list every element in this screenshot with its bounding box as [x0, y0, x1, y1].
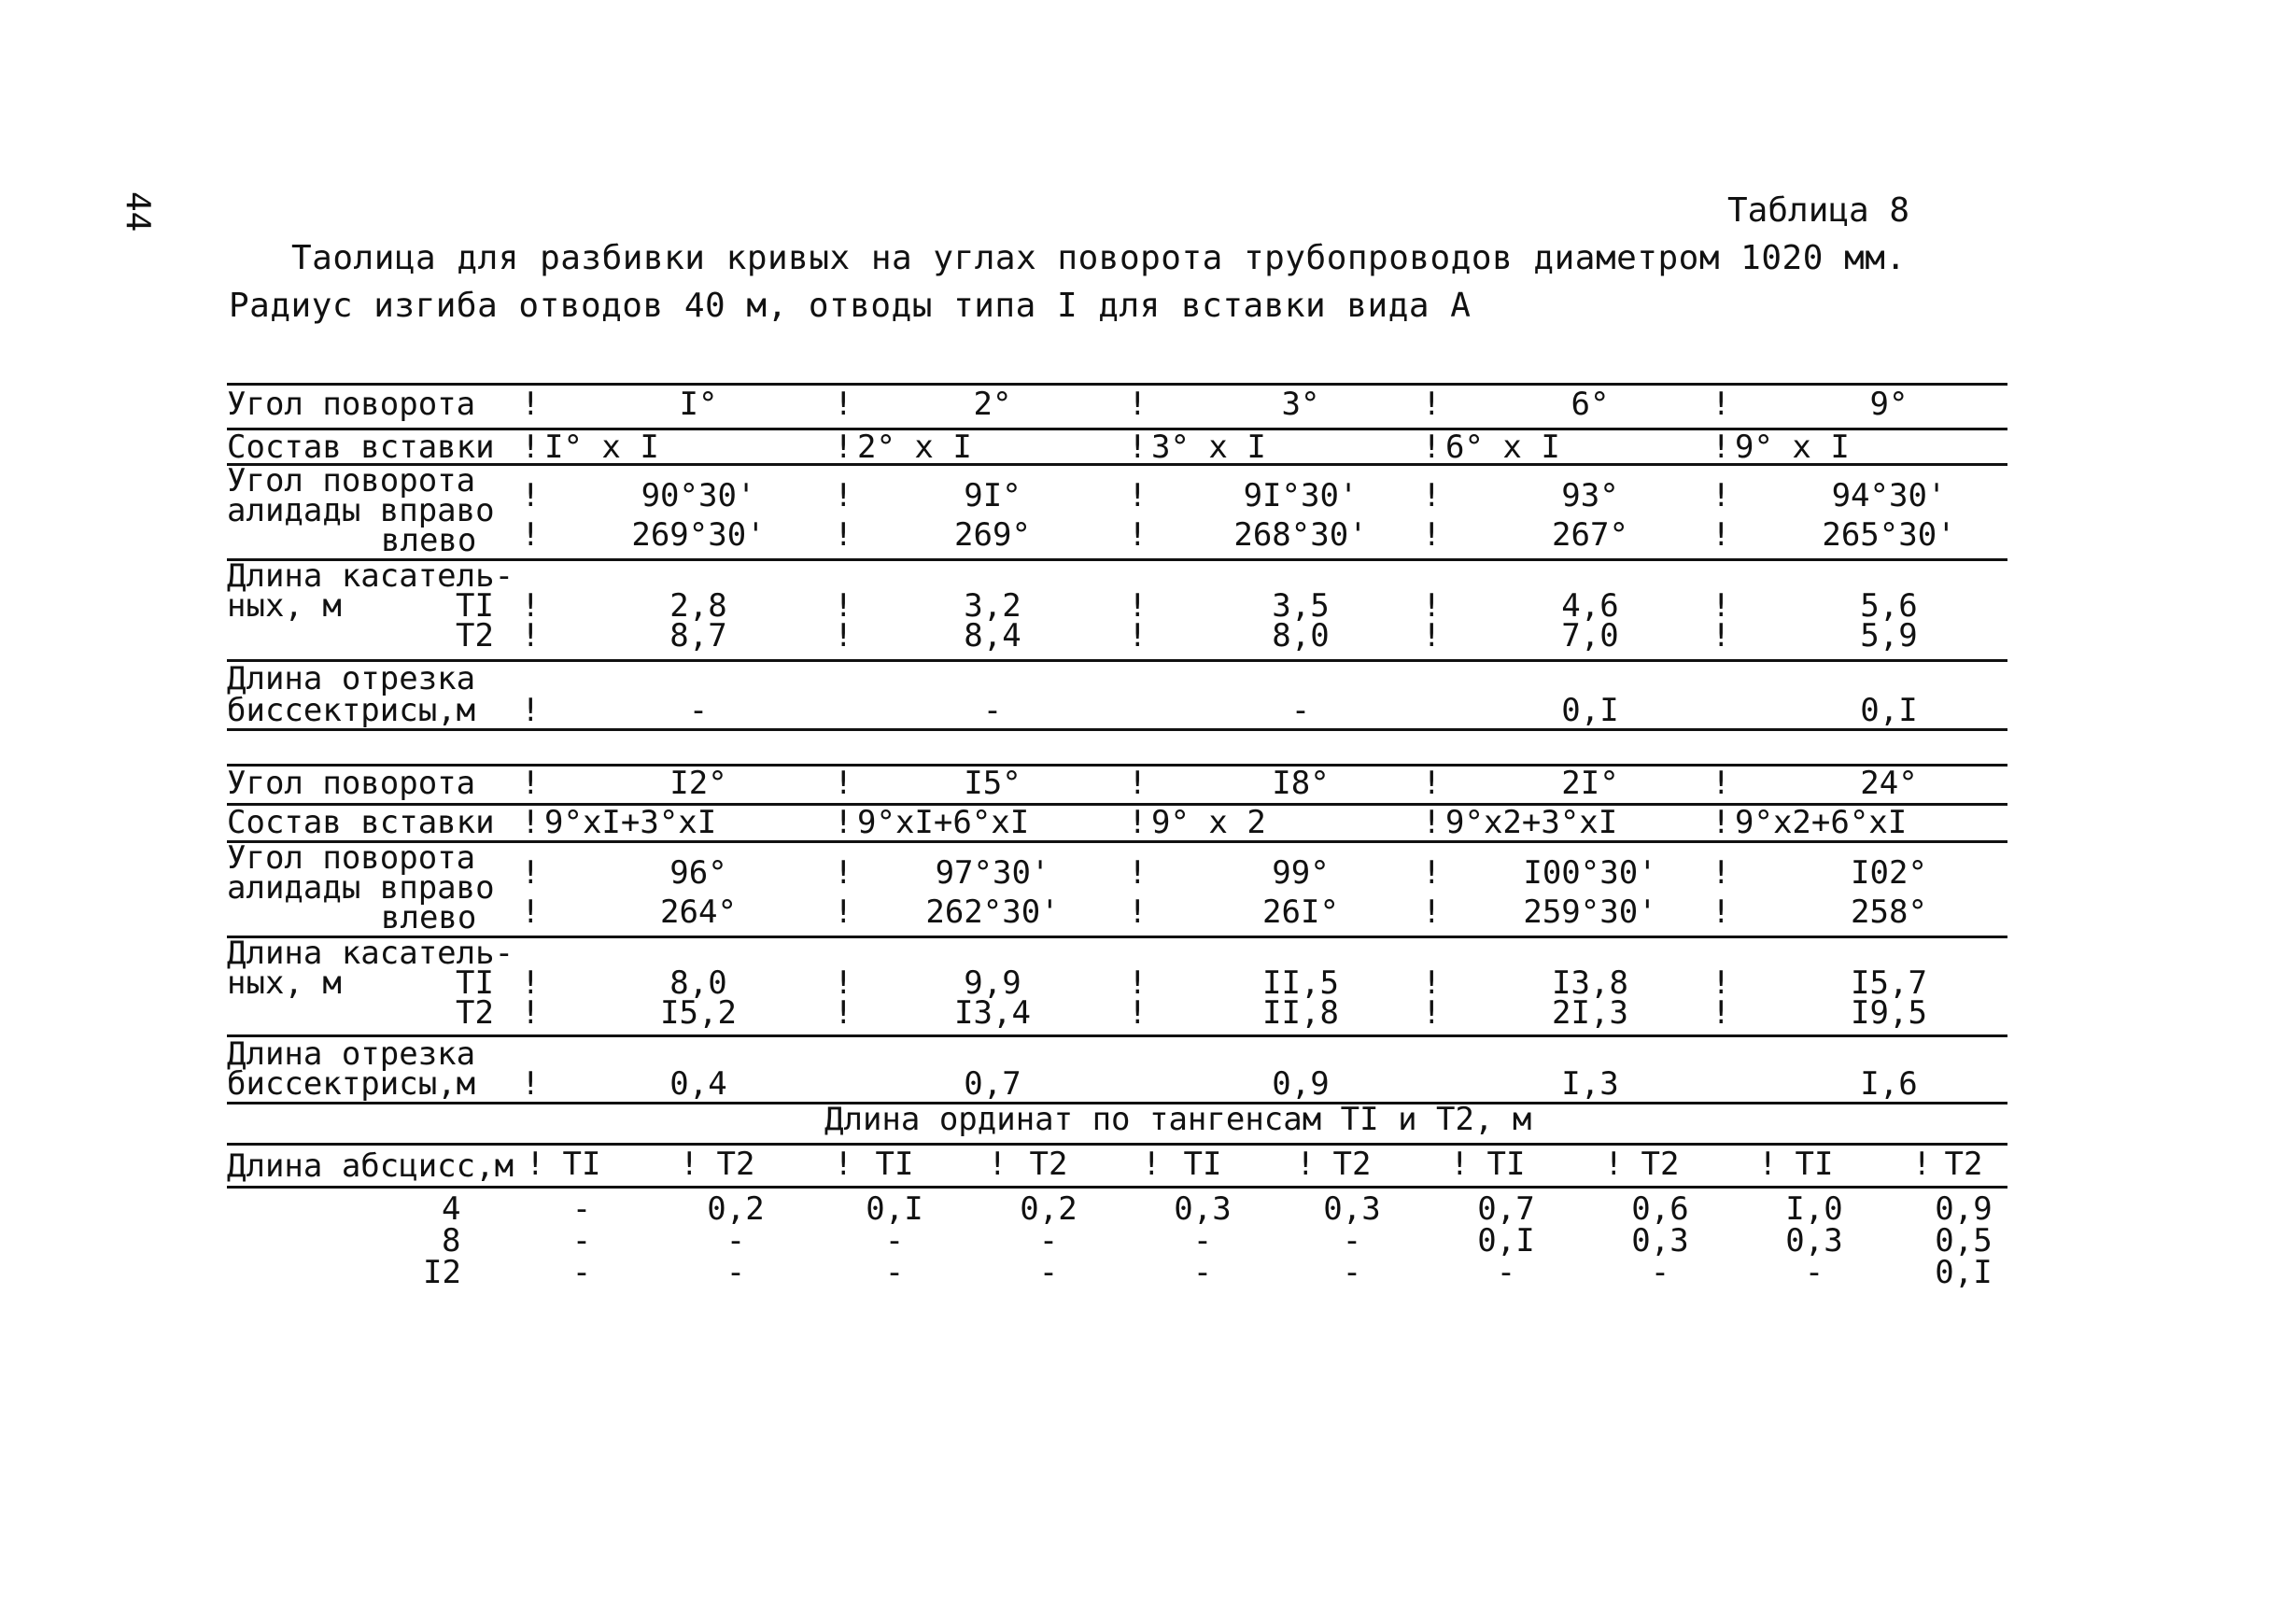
block2-separator: !	[1128, 964, 1148, 1002]
block1-separator: !	[1128, 477, 1148, 514]
page-number: 44	[119, 191, 157, 232]
block2-separator: !	[521, 765, 541, 802]
ord-cell-2-4: -	[1038, 1222, 1059, 1259]
block2-left-1: 264°	[660, 893, 737, 931]
block1-separator: !	[1128, 516, 1148, 554]
label-abscissa: Длина абсцисс,м	[227, 1147, 514, 1185]
block1-bis-2: -	[982, 692, 1003, 729]
ord-header-separator: !	[680, 1146, 699, 1183]
block2-bis-3: 0,9	[1272, 1065, 1330, 1103]
block2-separator: !	[1128, 765, 1148, 802]
ord-cell-3-8: -	[1650, 1254, 1670, 1291]
ord-header-7: TI	[1486, 1146, 1526, 1183]
ord-row-x-1: 4	[442, 1190, 461, 1228]
block1-angles-4: 6°	[1571, 386, 1610, 423]
block2-t2-5: I9,5	[1851, 994, 1927, 1032]
ord-header-6: T2	[1332, 1146, 1372, 1183]
block2-t2-3: II,8	[1262, 994, 1339, 1032]
block2-left-5: 258°	[1851, 893, 1927, 931]
block1-left-1: 269°30'	[631, 516, 766, 554]
ord-header-8: T2	[1641, 1146, 1680, 1183]
block1-separator: !	[1711, 386, 1731, 423]
block2-separator: !	[1422, 964, 1442, 1002]
ordinates-title: Длина ординат по тангенсам TI и T2, м	[824, 1101, 1532, 1138]
block2-left-3: 26I°	[1262, 893, 1339, 931]
ord-cell-2-5: -	[1192, 1222, 1213, 1259]
ord-header-9: TI	[1795, 1146, 1834, 1183]
block1-inserts-3: 3° x I	[1151, 429, 1266, 466]
ord-cell-3-6: -	[1342, 1254, 1362, 1291]
block2-separator: !	[1711, 893, 1731, 931]
ord-cell-3-10: 0,I	[1935, 1254, 1993, 1291]
block1-separator: !	[834, 587, 853, 625]
block2-t2-1: I5,2	[660, 994, 737, 1032]
block1-bis-1: -	[688, 692, 709, 729]
ordinates-table	[227, 1101, 2007, 1291]
block2-separator: !	[1711, 854, 1731, 892]
block2-separator: !	[1422, 765, 1442, 802]
label-bis-1: Длина отрезка	[227, 660, 476, 697]
block1-t1-5: 5,6	[1860, 587, 1918, 625]
ord-header-separator: !	[1450, 1146, 1470, 1183]
label-t2b: T2	[456, 994, 494, 1032]
block2-t1-5: I5,7	[1851, 964, 1927, 1002]
table-block-2	[227, 764, 2007, 1119]
block2-separator: !	[1711, 994, 1731, 1032]
ord-cell-3-4: -	[1038, 1254, 1059, 1291]
block2-separator: !	[521, 804, 541, 841]
block2-inserts-3: 9° x 2	[1151, 804, 1266, 841]
block2-right-4: I00°30'	[1523, 854, 1657, 892]
block1-separator: !	[1711, 429, 1731, 466]
block2-right-3: 99°	[1272, 854, 1330, 892]
block1-separator: !	[521, 617, 541, 654]
label-tang-1b: Длина касатель-	[227, 935, 514, 972]
block1-t1-3: 3,5	[1272, 587, 1330, 625]
block2-separator: !	[1422, 994, 1442, 1032]
ord-header-separator: !	[1758, 1146, 1778, 1183]
block2-separator: !	[521, 1065, 541, 1103]
label-t1b: TI	[456, 964, 494, 1002]
block2-angles-5: 24°	[1860, 765, 1918, 802]
ord-cell-1-2: 0,2	[707, 1190, 765, 1228]
ord-header-separator: !	[1296, 1146, 1316, 1183]
block2-separator: !	[834, 994, 853, 1032]
ord-header-separator: !	[526, 1146, 545, 1183]
block1-right-3: 9I°30'	[1243, 477, 1359, 514]
block2-separator: !	[521, 893, 541, 931]
ord-cell-1-3: 0,I	[866, 1190, 923, 1228]
block2-bis-1: 0,4	[669, 1065, 727, 1103]
block1-right-4: 93°	[1561, 477, 1619, 514]
ord-header-3: TI	[875, 1146, 914, 1183]
block1-separator: !	[1422, 587, 1442, 625]
block1-separator: !	[1711, 617, 1731, 654]
block2-separator: !	[521, 854, 541, 892]
block2-angles-4: 2I°	[1561, 765, 1619, 802]
ord-row-x-3: I2	[423, 1254, 461, 1291]
block2-right-5: I02°	[1851, 854, 1927, 892]
block1-separator: !	[521, 429, 541, 466]
block2-t1-1: 8,0	[669, 964, 727, 1002]
block1-inserts-4: 6° x I	[1445, 429, 1560, 466]
block2-left-4: 259°30'	[1523, 893, 1657, 931]
label-alidade-2b: алидады вправо	[227, 869, 495, 907]
block2-bis-2: 0,7	[964, 1065, 1021, 1103]
ord-cell-2-10: 0,5	[1935, 1222, 1993, 1259]
block2-t1-3: II,5	[1262, 964, 1339, 1002]
block1-separator: !	[1711, 516, 1731, 554]
ord-cell-1-7: 0,7	[1477, 1190, 1535, 1228]
block1-separator: !	[1128, 429, 1148, 466]
block2-left-2: 262°30'	[925, 893, 1060, 931]
block1-separator: !	[521, 516, 541, 554]
block2-right-1: 96°	[669, 854, 727, 892]
block1-inserts-5: 9° x I	[1735, 429, 1850, 466]
block1-separator: !	[834, 477, 853, 514]
ord-cell-1-5: 0,3	[1174, 1190, 1232, 1228]
block2-bis-4: I,3	[1561, 1065, 1619, 1103]
ord-cell-3-9: -	[1804, 1254, 1824, 1291]
block2-separator: !	[834, 893, 853, 931]
ord-header-4: T2	[1029, 1146, 1068, 1183]
ord-header-5: TI	[1183, 1146, 1222, 1183]
ord-header-10: T2	[1944, 1146, 1983, 1183]
label-alidade-1: Угол поворота	[227, 462, 476, 499]
block1-t2-1: 8,7	[669, 617, 727, 654]
label-t1: TI	[456, 587, 494, 625]
ord-cell-1-9: I,0	[1785, 1190, 1843, 1228]
ord-header-separator: !	[1142, 1146, 1162, 1183]
label-angle: Угол поворота	[227, 386, 476, 423]
block1-right-1: 90°30'	[641, 477, 756, 514]
block1-separator: !	[521, 587, 541, 625]
block2-separator: !	[834, 964, 853, 1002]
block1-separator: !	[834, 516, 853, 554]
block1-bis-3: -	[1290, 692, 1311, 729]
block1-separator: !	[834, 429, 853, 466]
table-block-1	[227, 383, 2007, 738]
ord-cell-2-1: -	[571, 1222, 592, 1259]
block2-separator: !	[834, 804, 853, 841]
ord-cell-1-8: 0,6	[1631, 1190, 1689, 1228]
block2-inserts-4: 9°x2+3°xI	[1445, 804, 1618, 841]
label-bis-2: биссектрисы,м	[227, 692, 476, 729]
block1-angles-5: 9°	[1869, 386, 1909, 423]
block2-bis-5: I,6	[1860, 1065, 1918, 1103]
ord-cell-2-7: 0,I	[1477, 1222, 1535, 1259]
ord-cell-2-8: 0,3	[1631, 1222, 1689, 1259]
block1-t1-2: 3,2	[964, 587, 1021, 625]
block2-separator: !	[1711, 804, 1731, 841]
block2-separator: !	[1711, 765, 1731, 802]
label-bis-2b: биссектрисы,м	[227, 1065, 476, 1103]
label-tang-1: Длина касатель-	[227, 557, 514, 595]
block2-separator: !	[1422, 804, 1442, 841]
block2-separator: !	[1128, 804, 1148, 841]
block1-inserts-1: I° x I	[544, 429, 659, 466]
label-alidade-1b: Угол поворота	[227, 839, 476, 877]
ord-cell-3-2: -	[725, 1254, 746, 1291]
ord-cell-1-4: 0,2	[1020, 1190, 1078, 1228]
block2-inserts-1: 9°xI+3°xI	[544, 804, 717, 841]
label-bis-1b: Длина отрезка	[227, 1035, 476, 1073]
label-tang-2b: ных, м	[227, 964, 342, 1002]
ord-cell-3-7: -	[1496, 1254, 1516, 1291]
block2-t1-2: 9,9	[964, 964, 1021, 1002]
block1-separator: !	[1422, 386, 1442, 423]
block1-separator: !	[834, 617, 853, 654]
block1-right-5: 94°30'	[1831, 477, 1947, 514]
block2-t2-4: 2I,3	[1552, 994, 1628, 1032]
label-alidade-2: алидады вправо	[227, 492, 495, 529]
block2-separator: !	[521, 994, 541, 1032]
block1-separator: !	[1422, 516, 1442, 554]
block1-separator: !	[1422, 429, 1442, 466]
ord-header-2: T2	[716, 1146, 755, 1183]
block1-left-2: 269°	[954, 516, 1031, 554]
ord-cell-2-2: -	[725, 1222, 746, 1259]
block2-inserts-2: 9°xI+6°xI	[857, 804, 1030, 841]
block2-separator: !	[1128, 994, 1148, 1032]
block1-separator: !	[834, 386, 853, 423]
block1-bis-5: 0,I	[1860, 692, 1918, 729]
ord-header-separator: !	[834, 1146, 853, 1183]
block2-separator: !	[1422, 893, 1442, 931]
label-alidade-3: влево	[381, 522, 477, 559]
block2-separator: !	[1128, 854, 1148, 892]
ord-cell-2-3: -	[884, 1222, 905, 1259]
label-alidade-3b: влево	[381, 899, 477, 936]
block2-separator: !	[1422, 854, 1442, 892]
block1-separator: !	[521, 692, 541, 729]
block1-separator: !	[1128, 617, 1148, 654]
block1-separator: !	[521, 386, 541, 423]
block2-angles-1: I2°	[669, 765, 727, 802]
ord-cell-1-10: 0,9	[1935, 1190, 1993, 1228]
caption-line-1: Таолица для разбивки кривых на углах поворота трубопроводов диаметром 1020 мм.	[291, 239, 1907, 277]
ord-cell-3-5: -	[1192, 1254, 1213, 1291]
table-number: Таблица 8	[1727, 191, 1910, 230]
ord-cell-3-1: -	[571, 1254, 592, 1291]
block2-separator: !	[521, 964, 541, 1002]
ord-header-separator: !	[988, 1146, 1007, 1183]
block1-separator: !	[1711, 587, 1731, 625]
block1-inserts-2: 2° x I	[857, 429, 972, 466]
block1-separator: !	[521, 477, 541, 514]
label-insert: Состав вставки	[227, 429, 495, 466]
block2-separator: !	[834, 765, 853, 802]
block1-left-4: 267°	[1552, 516, 1628, 554]
block2-t1-4: I3,8	[1552, 964, 1628, 1002]
ord-cell-3-3: -	[884, 1254, 905, 1291]
ord-row-x-2: 8	[442, 1222, 461, 1259]
block2-separator: !	[1128, 893, 1148, 931]
block2-t2-2: I3,4	[954, 994, 1031, 1032]
ord-header-separator: !	[1912, 1146, 1932, 1183]
caption-line-2: Радиус изгиба отводов 40 м, отводы типа I для вставки вида А	[229, 287, 1472, 325]
label-insert-2: Состав вставки	[227, 804, 495, 841]
ord-cell-1-1: -	[571, 1190, 592, 1228]
ord-cell-2-9: 0,3	[1785, 1222, 1843, 1259]
block2-separator: !	[834, 854, 853, 892]
block2-angles-3: I8°	[1272, 765, 1330, 802]
block1-separator: !	[1128, 587, 1148, 625]
block2-angles-2: I5°	[964, 765, 1021, 802]
block1-separator: !	[1128, 386, 1148, 423]
block1-separator: !	[1422, 617, 1442, 654]
ord-header-1: TI	[562, 1146, 601, 1183]
block1-bis-4: 0,I	[1561, 692, 1619, 729]
ord-cell-1-6: 0,3	[1323, 1190, 1381, 1228]
label-angle-2: Угол поворота	[227, 765, 476, 802]
block1-t1-1: 2,8	[669, 587, 727, 625]
block1-t2-2: 8,4	[964, 617, 1021, 654]
block1-t1-4: 4,6	[1561, 587, 1619, 625]
block1-right-2: 9I°	[964, 477, 1021, 514]
ord-cell-2-6: -	[1342, 1222, 1362, 1259]
block1-separator: !	[1711, 477, 1731, 514]
ord-header-separator: !	[1604, 1146, 1624, 1183]
block1-angles-1: I°	[679, 386, 718, 423]
block1-angles-3: 3°	[1281, 386, 1320, 423]
block1-separator: !	[1422, 477, 1442, 514]
block1-t2-4: 7,0	[1561, 617, 1619, 654]
block2-separator: !	[1711, 964, 1731, 1002]
block2-inserts-5: 9°x2+6°xI	[1735, 804, 1908, 841]
block1-t2-3: 8,0	[1272, 617, 1330, 654]
label-tang-2: ных, м	[227, 587, 342, 625]
label-t2: T2	[456, 617, 494, 654]
block1-angles-2: 2°	[973, 386, 1012, 423]
block1-left-5: 265°30'	[1822, 516, 1956, 554]
block1-left-3: 268°30'	[1233, 516, 1368, 554]
block1-t2-5: 5,9	[1860, 617, 1918, 654]
block2-right-2: 97°30'	[935, 854, 1050, 892]
